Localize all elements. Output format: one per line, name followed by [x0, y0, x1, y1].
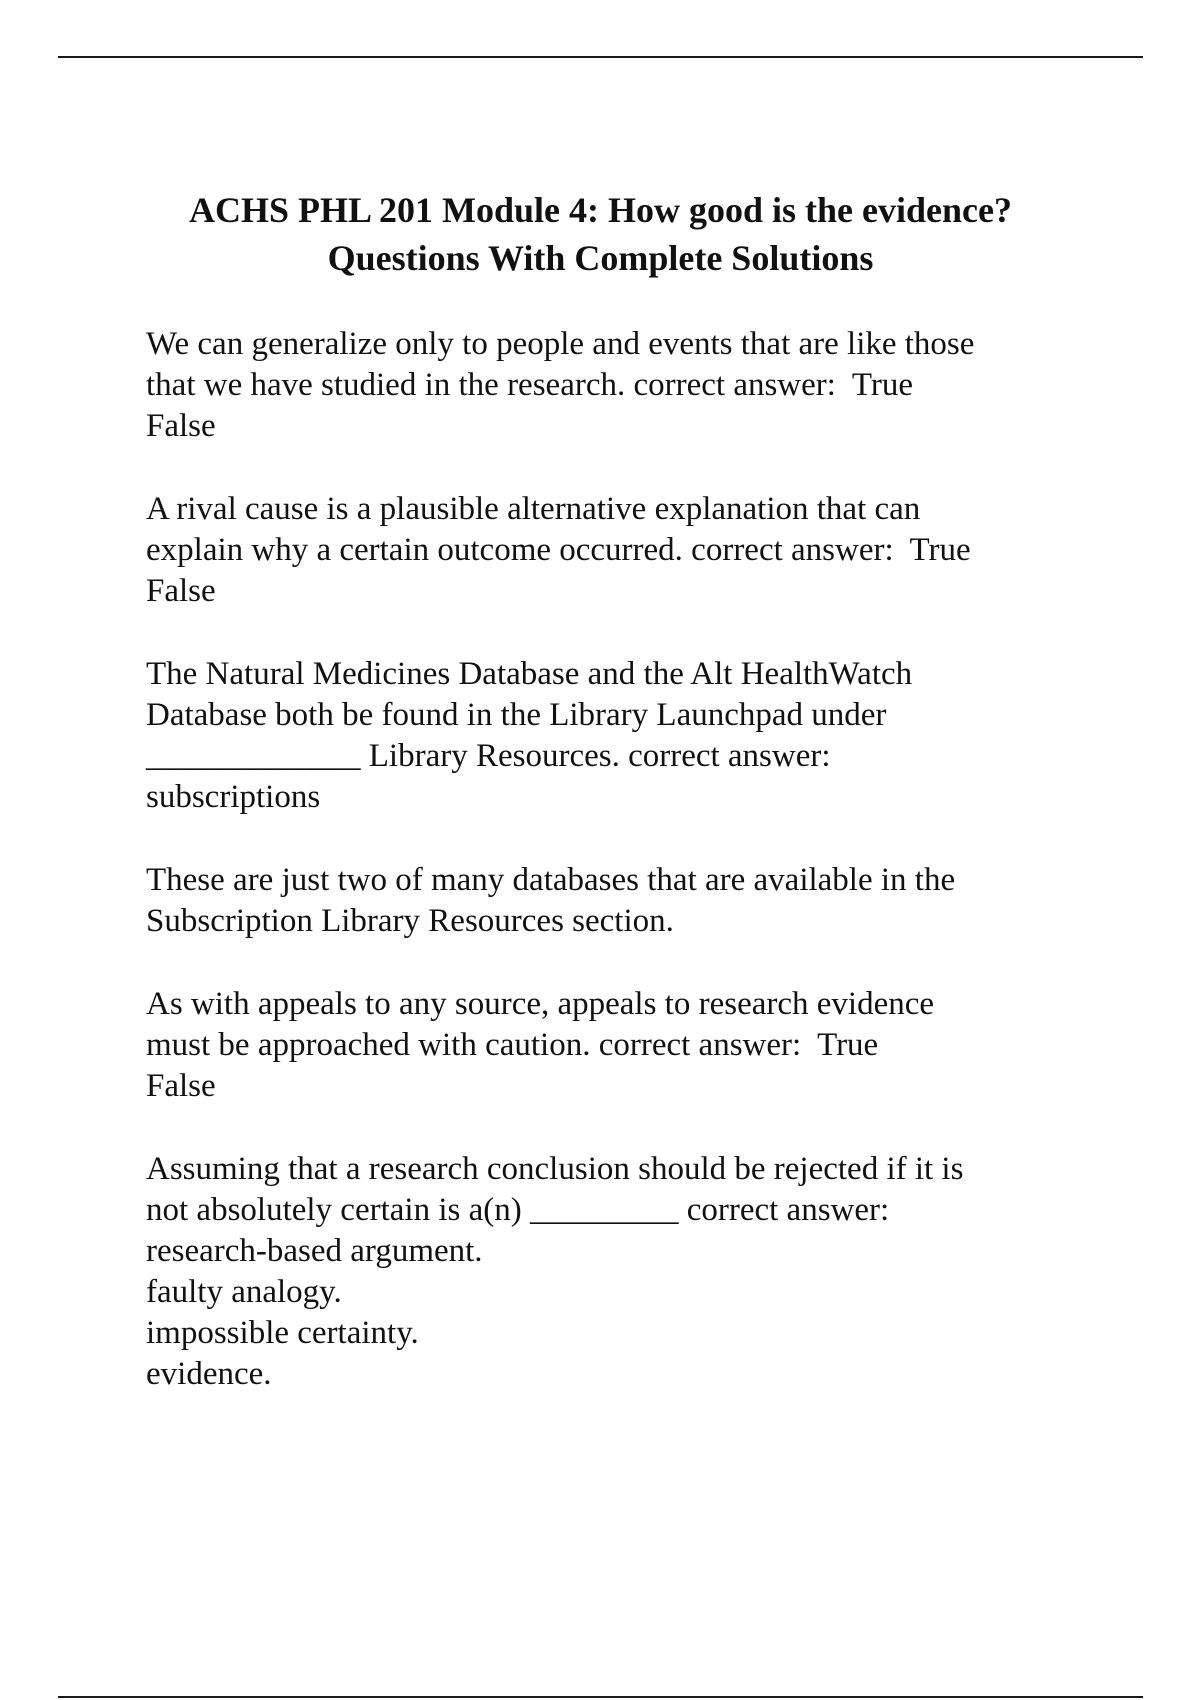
text-line: not absolutely certain is a(n) _________ correct answer: [146, 1192, 890, 1228]
note-paragraph [146, 860, 1106, 942]
text-line: False [146, 408, 216, 444]
question-1 [146, 324, 1106, 447]
answer-option: evidence. [146, 1356, 272, 1392]
document-body [146, 324, 1106, 1437]
text-line: A rival cause is a plausible alternative explanation that can [146, 491, 921, 527]
document-title [58, 186, 1143, 282]
answer-option: impossible certainty. [146, 1315, 419, 1351]
bottom-rule [58, 1696, 1143, 1698]
text-line: _____________ Library Resources. correct answer: [146, 738, 831, 774]
title-line-1: ACHS PHL 201 Module 4: How good is the evidence? [188, 190, 1012, 230]
title-line-2: Questions With Complete Solutions [327, 238, 874, 278]
text-line: As with appeals to any source, appeals to research evidence [146, 986, 935, 1022]
text-line: must be approached with caution. correct answer: True [146, 1027, 879, 1063]
text-line: explain why a certain outcome occurred. correct answer: True [146, 532, 971, 568]
text-line: Database both be found in the Library Launchpad under [146, 697, 887, 733]
text-line: The Natural Medicines Database and the Alt HealthWatch [146, 656, 913, 692]
text-line: These are just two of many databases that are available in the [146, 862, 956, 898]
text-line: We can generalize only to people and events that are like those [146, 326, 975, 362]
answer-option: research-based argument. [146, 1233, 483, 1269]
question-2 [146, 489, 1106, 612]
question-5 [146, 1149, 1106, 1395]
question-3 [146, 654, 1106, 818]
question-4 [146, 984, 1106, 1107]
top-rule [58, 56, 1143, 58]
text-line: False [146, 1068, 216, 1104]
answer-option: faulty analogy. [146, 1274, 342, 1310]
text-line: Subscription Library Resources section. [146, 903, 674, 939]
text-line: that we have studied in the research. correct answer: True [146, 367, 913, 403]
text-line: False [146, 573, 216, 609]
text-line: Assuming that a research conclusion should be rejected if it is [146, 1151, 964, 1187]
text-line: subscriptions [146, 779, 321, 815]
